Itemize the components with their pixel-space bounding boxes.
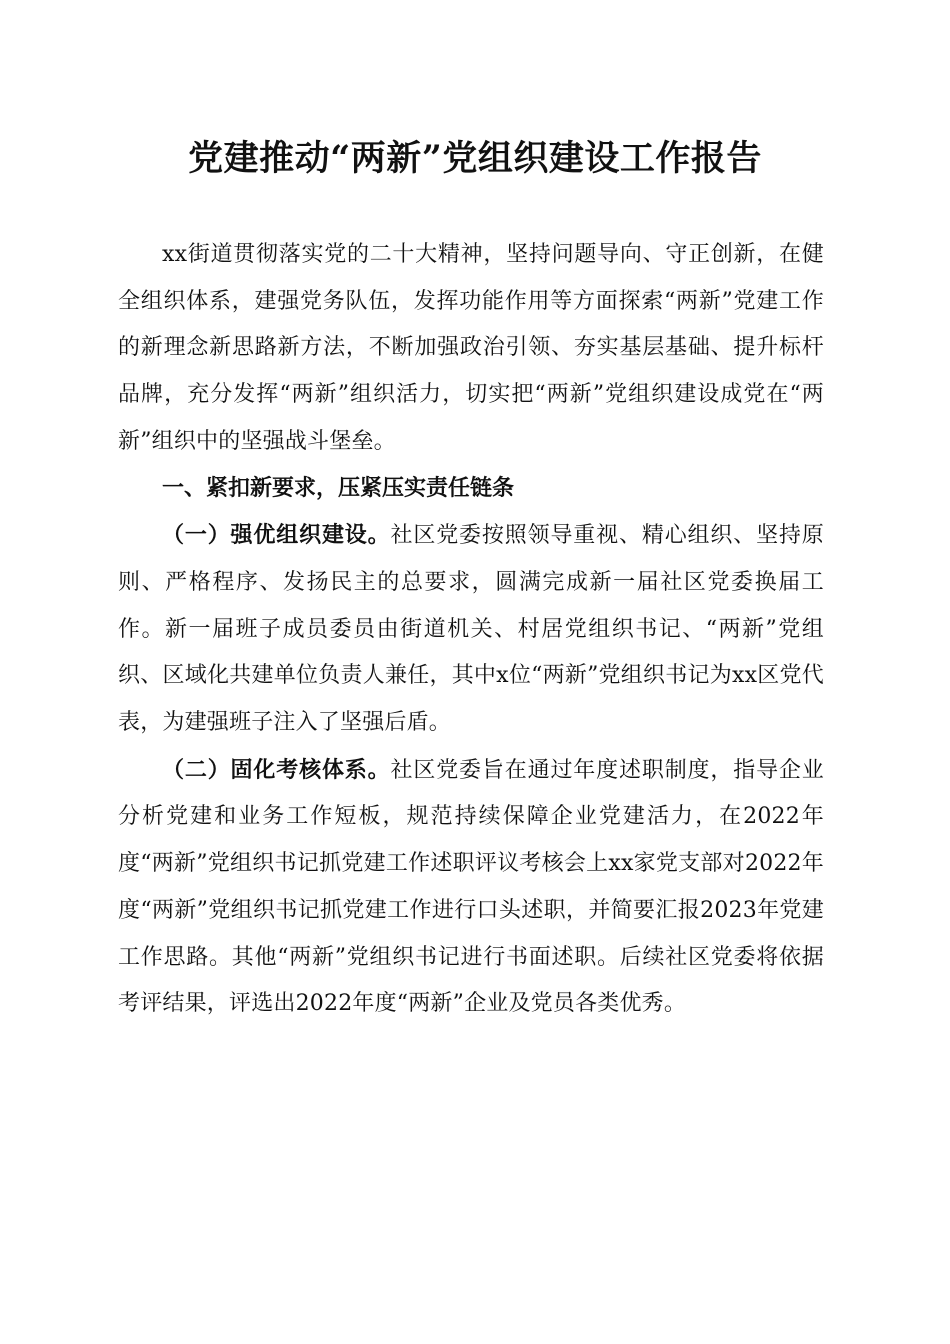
item-paragraph-1 <box>118 512 824 747</box>
item-text-1: 社区党委按照领导重视、精心组织、坚持原则、严格程序、发扬民主的总要求，圆满完成新一届社区党委换届工作。新一届班子成员委员由街道机关、村居党组织书记、“两新”党组织、区域化共建单位负责人兼任，其中x位“两新”党组织书记为xx区党代表，为建强班子注入了坚强后盾。 <box>118 523 824 736</box>
document-body <box>118 232 824 1028</box>
item-label-1: （一）强优组织建设。 <box>162 522 391 549</box>
item-paragraph-2 <box>118 747 824 1028</box>
section-heading-1: 一、紧扣新要求，压紧压实责任链条 <box>162 475 515 501</box>
item-label-2: （二）固化考核体系。 <box>162 756 391 783</box>
item-text-2: 社区党委旨在通过年度述职制度，指导企业分析党建和业务工作短板，规范持续保障企业党建活力，在2022年度“两新”党组织书记抓党建工作述职评议考核会上xx家党支部对2022年度“两新”党组织书记抓党建工作进行口头述职，并简要汇报2023年党建工作思路。其他“两新”党组织书记进行书面述职。后续社区党委将依据考评结果，评选出2022年度“两新”企业及党员各类优秀。 <box>118 757 824 1017</box>
intro-paragraph: xx街道贯彻落实党的二十大精神，坚持问题导向、守正创新，在健全组织体系，建强党务队伍，发挥功能作用等方面探索“两新”党建工作的新理念新思路新方法，不断加强政治引领、夯实基层基础、提升标杆品牌，充分发挥“两新”组织活力，切实把“两新”党组织建设成党在“两新”组织中的坚强战斗堡垒。 <box>118 242 824 454</box>
document-title: 党建推动“两新”党组织建设工作报告 <box>188 138 762 179</box>
